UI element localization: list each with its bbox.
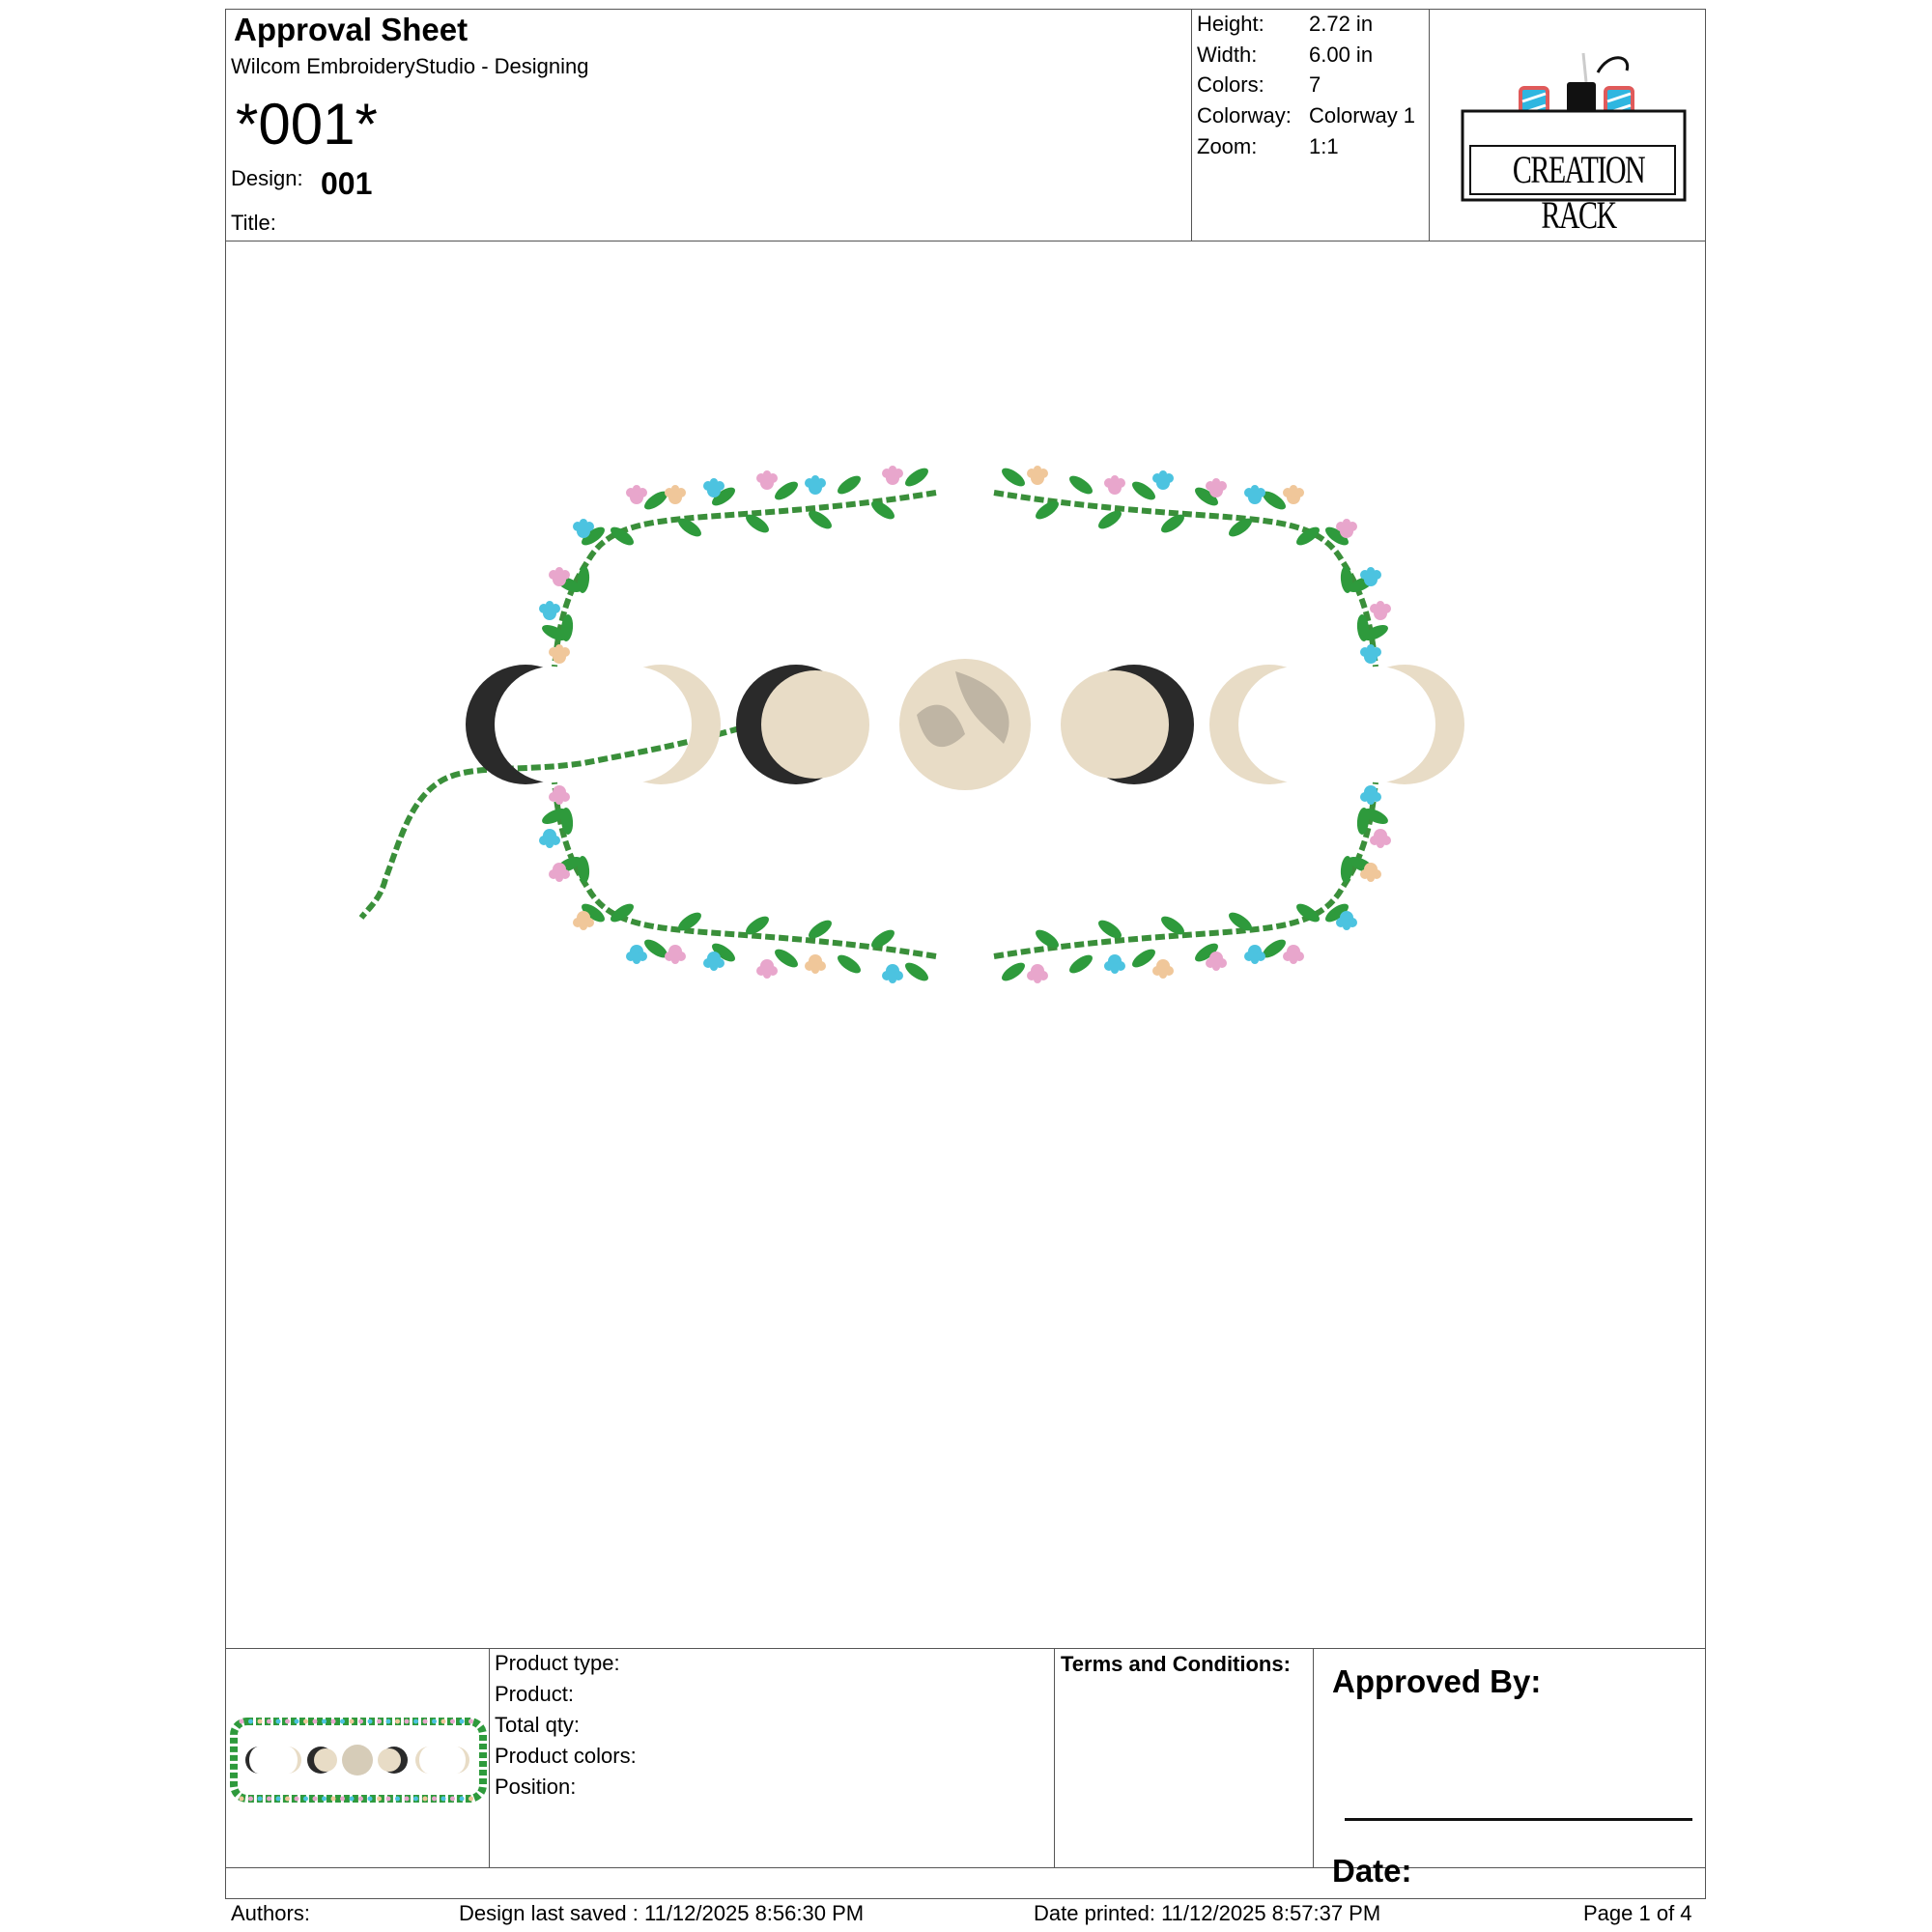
- flower: [1370, 601, 1391, 620]
- sheet-title: Approval Sheet: [234, 12, 469, 47]
- vine-stem: [994, 782, 1376, 956]
- moon-gibbous-left: [736, 665, 869, 784]
- page-number: Page 1 of 4: [1583, 1901, 1692, 1925]
- date-label: Date:: [1332, 1853, 1412, 1889]
- design-value: 001: [321, 166, 373, 201]
- leaf: [1066, 952, 1095, 977]
- moon-thin-crescent: [1345, 665, 1464, 784]
- product-type-label: Product type:: [495, 1651, 620, 1675]
- date-printed: Date printed: 11/12/2025 8:57:37 PM: [1034, 1901, 1381, 1925]
- leaf: [902, 465, 931, 490]
- moon-waning-crescent: [1209, 665, 1329, 784]
- flower: [1244, 485, 1265, 504]
- flower: [1283, 485, 1304, 504]
- product-label: Product:: [495, 1682, 574, 1706]
- height-label: Height:: [1197, 12, 1264, 36]
- flower: [626, 945, 647, 964]
- flower: [665, 945, 686, 964]
- moon-phases: [466, 659, 1464, 790]
- colors-value: 7: [1309, 72, 1321, 97]
- leaf: [902, 959, 931, 984]
- flower: [805, 954, 826, 974]
- flower: [1104, 475, 1125, 495]
- leaf: [999, 465, 1028, 490]
- zoom-label: Zoom:: [1197, 134, 1258, 158]
- position-label: Position:: [495, 1775, 577, 1799]
- flower: [882, 964, 903, 983]
- leaf: [772, 946, 801, 971]
- height-value: 2.72 in: [1309, 12, 1374, 36]
- moon-waxing-crescent: [601, 665, 721, 784]
- design-label: Design:: [231, 166, 303, 190]
- design-code: *001*: [236, 92, 378, 156]
- vine-stem: [554, 782, 936, 956]
- bottom-divider-2: [1054, 1648, 1055, 1867]
- vine-stem: [554, 493, 936, 667]
- flower: [756, 959, 778, 979]
- flower: [1027, 964, 1048, 983]
- leaf: [1129, 478, 1158, 503]
- leaf: [1066, 472, 1095, 497]
- terms-label: Terms and Conditions:: [1061, 1652, 1291, 1676]
- moon-gibbous-right: [1061, 665, 1194, 784]
- flower: [805, 475, 826, 495]
- meta-divider-left: [1191, 10, 1192, 241]
- company-logo: [1453, 43, 1685, 237]
- flower: [756, 470, 778, 490]
- approved-by-label: Approved By:: [1332, 1663, 1542, 1699]
- meta-divider-right: [1429, 10, 1430, 241]
- width-label: Width:: [1197, 43, 1258, 67]
- zoom-value: 1:1: [1309, 134, 1339, 158]
- leaf: [772, 478, 801, 503]
- title-label: Title:: [231, 211, 276, 235]
- footer-divider: [226, 1867, 1705, 1868]
- leaf: [1129, 946, 1158, 971]
- flower: [882, 466, 903, 485]
- flower: [1360, 785, 1381, 805]
- flower: [549, 644, 570, 664]
- bottom-divider-3: [1313, 1648, 1314, 1867]
- vine-stem: [994, 493, 1376, 667]
- colorway-label: Colorway:: [1197, 103, 1292, 128]
- vine-corner: [994, 782, 1391, 984]
- bottom-top-divider: [226, 1648, 1705, 1649]
- vine-corner: [994, 465, 1391, 667]
- flower: [1027, 466, 1048, 485]
- flower: [1283, 945, 1304, 964]
- flower: [1360, 644, 1381, 664]
- bottom-divider-1: [489, 1648, 490, 1867]
- approval-sheet: [225, 9, 1706, 1925]
- flower: [539, 829, 560, 848]
- moon-full: [899, 659, 1031, 790]
- flower: [1152, 959, 1174, 979]
- colors-label: Colors:: [1197, 72, 1264, 97]
- flower: [1244, 945, 1265, 964]
- vine-corner: [539, 782, 936, 984]
- design-thumbnail: [228, 1716, 489, 1804]
- moon-waning-crescent-dark: [466, 665, 585, 784]
- flower: [1152, 470, 1174, 490]
- leaf: [835, 472, 864, 497]
- last-saved: Design last saved : 11/12/2025 8:56:30 PM: [459, 1901, 865, 1925]
- flower: [539, 601, 560, 620]
- flower: [549, 785, 570, 805]
- leaf: [999, 959, 1028, 984]
- flower: [626, 485, 647, 504]
- flower: [665, 485, 686, 504]
- leaf: [835, 952, 864, 977]
- vine-corner: [539, 465, 936, 667]
- colorway-value: Colorway 1: [1309, 103, 1416, 128]
- software-name: Wilcom EmbroideryStudio - Designing: [231, 54, 589, 78]
- total-qty-label: Total qty:: [495, 1713, 581, 1737]
- authors-label: Authors:: [231, 1901, 310, 1925]
- embroidery-design: [226, 242, 1705, 1647]
- flower: [1370, 829, 1391, 848]
- width-value: 6.00 in: [1309, 43, 1374, 67]
- flower: [1104, 954, 1125, 974]
- logo-text: CREATION RACK: [1512, 148, 1645, 237]
- signature-line[interactable]: [1345, 1818, 1692, 1821]
- product-colors-label: Product colors:: [495, 1744, 637, 1768]
